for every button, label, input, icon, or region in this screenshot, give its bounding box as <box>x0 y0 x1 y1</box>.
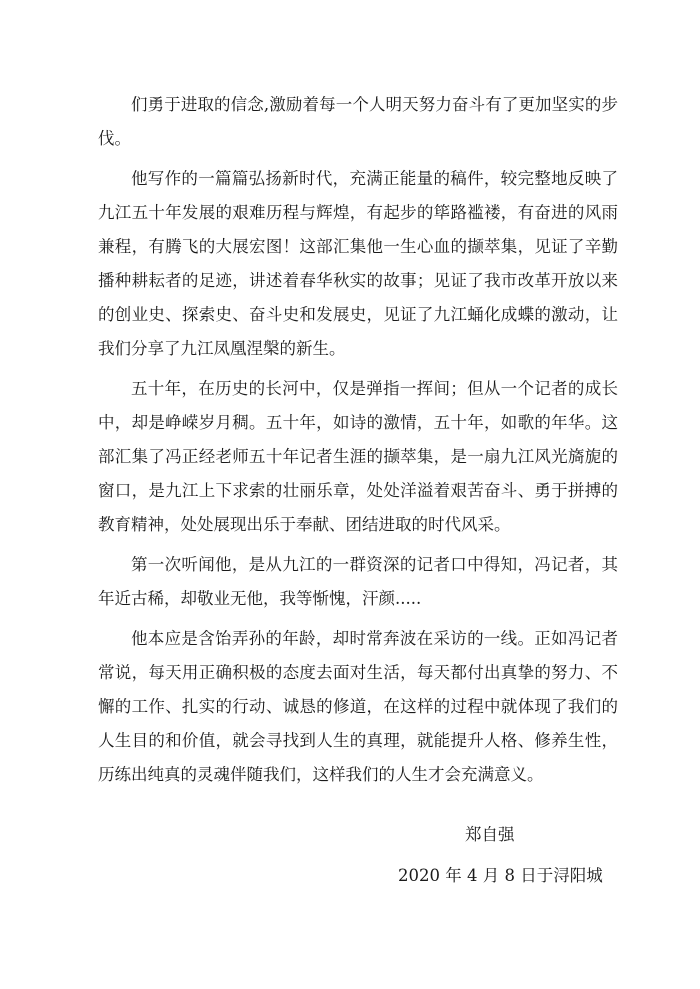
paragraph-1: 们勇于进取的信念,激励着每一个人明天努力奋斗有了更加坚实的步伐。 <box>98 95 618 148</box>
signature-date: 2020 年 4 月 8 日于浔阳城 <box>398 866 603 885</box>
paragraph-3: 五十年，在历史的长河中，仅是弹指一挥间；但从一个记者的成长中，却是峥嵘岁月稠。五十年，如诗的激情，五十年，如歌的年华。这部汇集了冯正经老师五十年记者生涯的撷萃集，是一扇九江风光旖旎的窗口，是九江上下求索的壮丽乐章，处处洋溢着艰苦奋斗、勇于拼搏的教育精神，处处展现出乐于奉献、团结进取的时代风采。 <box>98 379 618 534</box>
paragraph-4: 第一次听闻他，是从九江的一群资深的记者口中得知，冯记者，其年近古稀，却敬业无他，我等惭愧，汗颜..... <box>98 555 618 608</box>
author-name: 郑自强 <box>465 825 515 844</box>
paragraph-5: 他本应是含饴弄孙的年龄，却时常奔波在采访的一线。正如冯记者常说，每天用正确积极的态度去面对生活，每天都付出真挚的努力、不懈的工作、扎实的行动、诚恳的修道，在这样的过程中就体现了我们的人生目的和价值，就会寻找到人生的真理，就能提升人格、修养生性，历练出纯真的灵魂伴随我们，这样我们的人生才会充满意义。 <box>98 629 618 784</box>
paragraph-2: 他写作的一篇篇弘扬新时代，充满正能量的稿件，较完整地反映了九江五十年发展的艰难历程与辉煌，有起步的筚路褴褛，有奋进的风雨兼程，有腾飞的大展宏图！这部汇集他一生心血的撷萃集，见证了辛勤播种耕耘者的足迹，讲述着春华秋实的故事；见证了我市改革开放以来的创业史、探索史、奋斗史和发展史，见证了九江蛹化成蝶的激动，让我们分享了九江凤凰涅槃的新生。 <box>98 169 618 358</box>
body-text <box>98 88 618 798</box>
